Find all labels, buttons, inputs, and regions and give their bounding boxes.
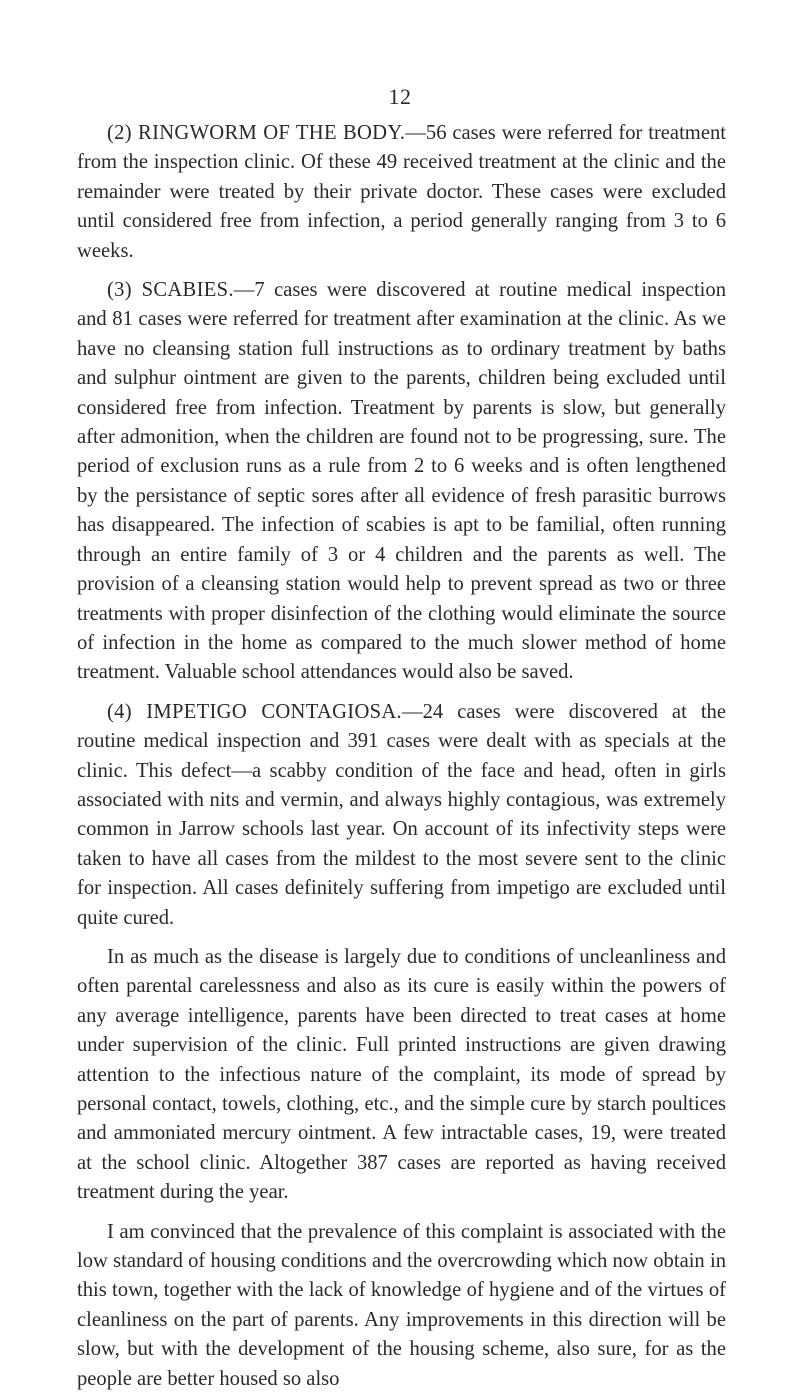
text-home-treatment: In as much as the disease is largely due to conditions of uncleanliness and often parental carelessness and also as its cure is easily within the powers of any average intelligence, parents have been directed to treat cases at home under supervision of the clinic. Full printed instructions are given drawing attention to the infectious nature of the complaint, its mode of spread by personal contact, towels, clothing, etc., and the simple cure by starch poultices and ammoniated mercury ointment. A few intractable cases, 19, were treated at the school clinic. Altogether 387 cases are reported as having received treatment during the year. [77,945,726,1204]
body-text [77,119,726,1394]
paragraph-housing [77,1218,726,1394]
text-impetigo: —24 cases were discovered at the routine medical inspection and 391 cases were dealt with as specials at the clinic. This defect—a scabby condition of the face and head, often in girls associated with nits and vermin, and always highly contagious, was extremely common in Jarrow schools last year. On account of its infectivity steps were taken to have all cases from the mildest to the most severe sent to the clinic for inspection. All cases definitely suffering from impetigo are excluded until quite cured. [77,700,726,929]
heading-ringworm: (2) RINGWORM OF THE BODY. [107,122,406,144]
text-ringworm: —56 cases were referred for treatment from the inspection clinic. Of these 49 received treatment at the clinic and the remainder were treated by their private doctor. These cases were excluded until considered free from infection, a period generally ranging from 3 to 6 weeks. [77,122,726,262]
paragraph-ringworm [77,119,726,266]
paragraph-home-treatment [77,943,726,1208]
text-housing: I am convinced that the prevalence of this complaint is associated with the low standard of housing conditions and the overcrowding which now obtain in this town, together with the lack of knowledge of hygiene and of the virtues of cleanliness on the part of parents. Any improvements in this direction will be slow, but with the development of the housing scheme, also sure, for as the people are better housed so also [77,1220,726,1390]
page-number: 12 [388,84,412,109]
heading-impetigo: (4) IMPETIGO CONTAGIOSA. [107,700,402,723]
paragraph-impetigo [77,698,726,933]
paragraph-scabies [77,276,726,688]
heading-scabies: (3) SCABIES. [107,279,234,302]
text-scabies: —7 cases were discovered at routine medical inspection and 81 cases were referred for treatment after examination at the clinic. As we have no cleansing station full instructions as to ordinary treatment by baths and sulphur ointment are given to the parents, children being excluded until considered free from infection. Treatment by parents is slow, but generally after admonition, when the children are found not to be progressing, sure. The period of exclusion runs as a rule from 2 to 6 weeks and is often lengthened by the persistance of septic sores after all evidence of fresh parasitic burrows has disappeared. The infection of scabies is apt to be familial, often running through an entire family of 3 or 4 children and the parents as well. The provision of a cleansing station would help to prevent spread as two or three treatments with proper disinfection of the clothing would eliminate the source of infection in the home as compared to the much slower method of home treatment. Valuable school attendances would also be saved. [77,279,726,684]
